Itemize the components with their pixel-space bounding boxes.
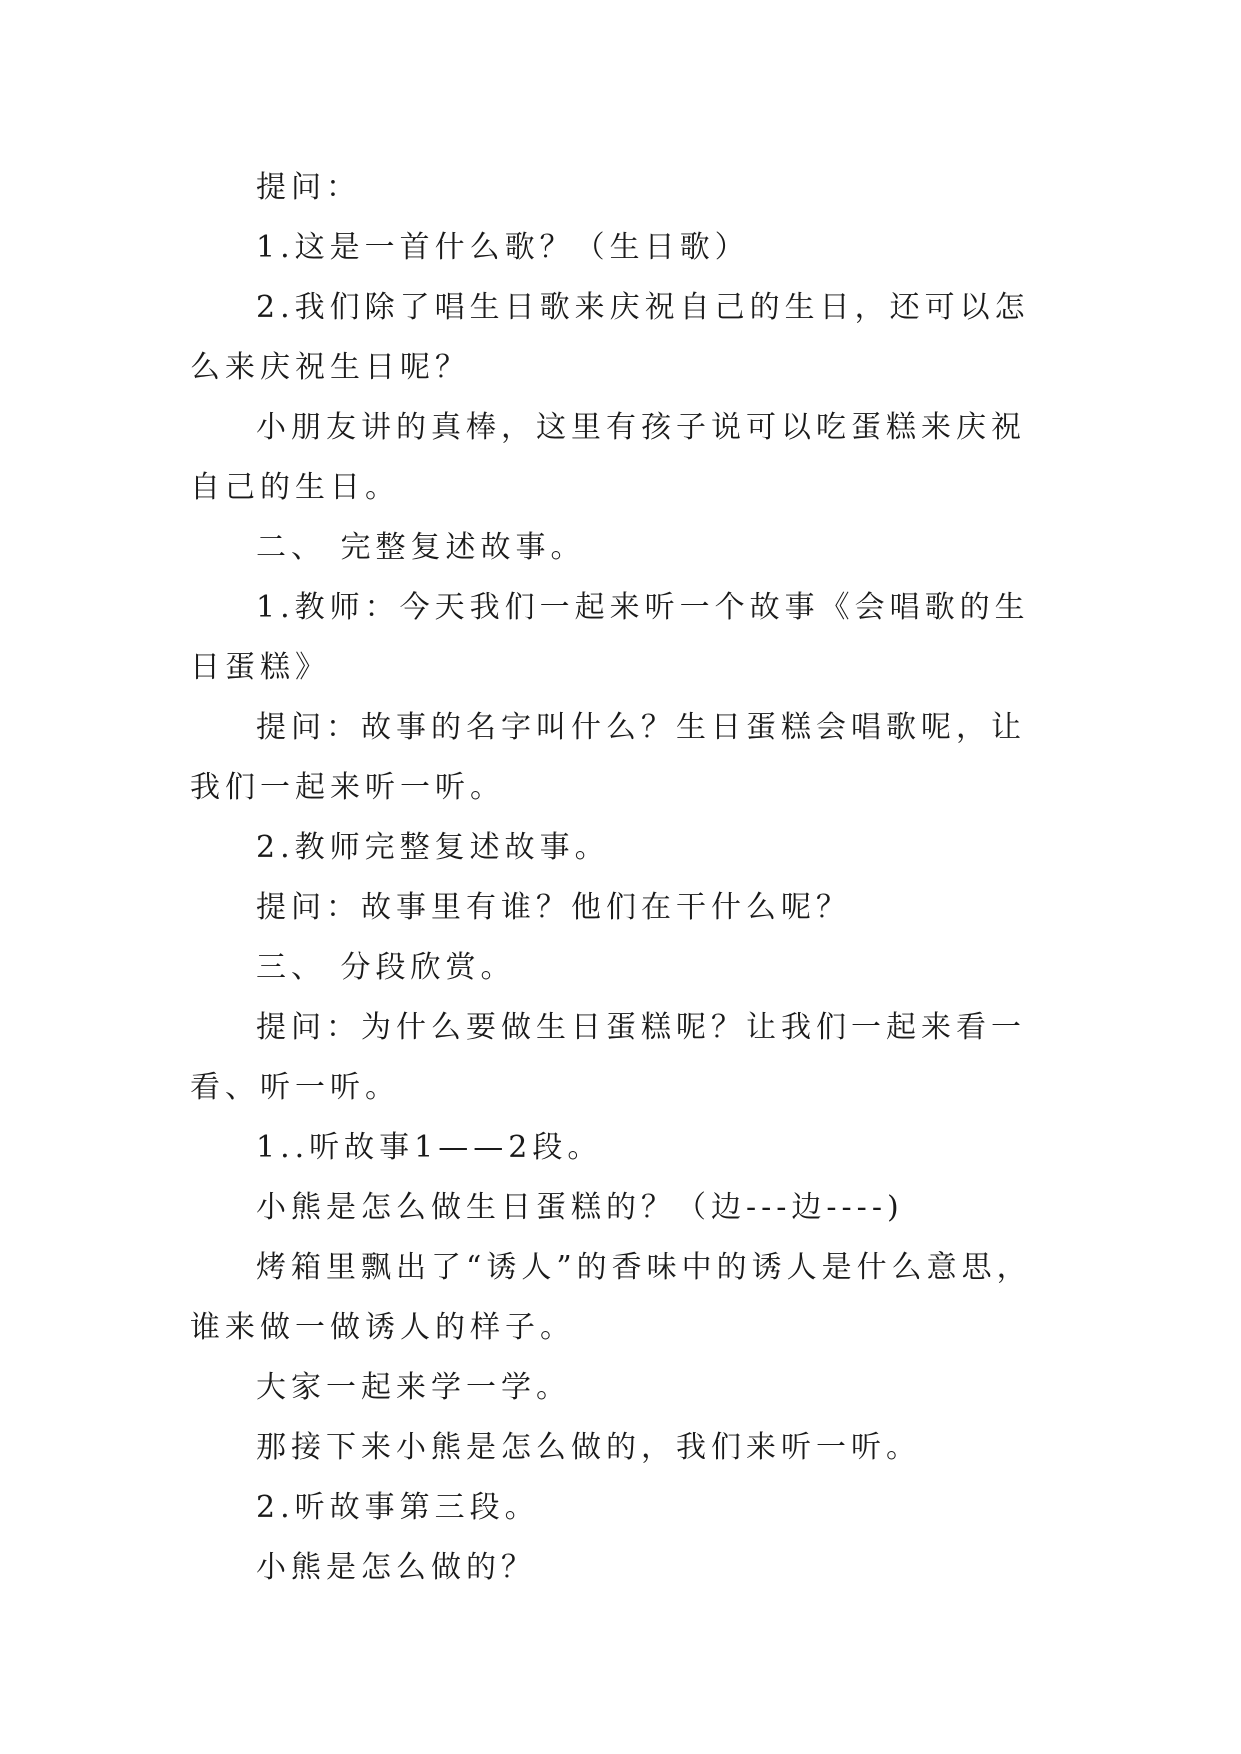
- paragraph: 那接下来小熊是怎么做的，我们来听一听。: [256, 1430, 921, 1465]
- paragraph: 1..听故事1——2段。: [256, 1130, 603, 1165]
- paragraph: 2.我们除了唱生日歌来庆祝自己的生日，还可以怎么来庆祝生日呢？: [190, 290, 1030, 385]
- paragraph: 1.教师：今天我们一起来听一个故事《会唱歌的生日蛋糕》: [190, 590, 1030, 685]
- body-text: [190, 158, 1050, 1598]
- section-heading: 三、 分段欣赏。: [256, 950, 516, 985]
- paragraph: 1.这是一首什么歌？（生日歌）: [256, 230, 750, 265]
- paragraph: 提问：: [256, 170, 361, 205]
- paragraph: 2.教师完整复述故事。: [256, 830, 610, 865]
- paragraph: 小熊是怎么做生日蛋糕的？（边---边----): [256, 1190, 904, 1225]
- paragraph: 2.听故事第三段。: [256, 1490, 540, 1525]
- paragraph: 烤箱里飘出了“诱人”的香味中的诱人是什么意思，谁来做一做诱人的样子。: [190, 1250, 1032, 1345]
- paragraph: 提问：故事的名字叫什么？生日蛋糕会唱歌呢，让我们一起来听一听。: [190, 710, 1026, 805]
- paragraph: 大家一起来学一学。: [256, 1370, 571, 1405]
- paragraph: 小朋友讲的真棒，这里有孩子说可以吃蛋糕来庆祝自己的生日。: [190, 410, 1026, 505]
- paragraph: 提问：为什么要做生日蛋糕呢？让我们一起来看一看、听一听。: [190, 1010, 1026, 1105]
- section-heading: 二、 完整复述故事。: [256, 530, 586, 565]
- paragraph: 提问：故事里有谁？他们在干什么呢？: [256, 890, 851, 925]
- paragraph: 小熊是怎么做的？: [256, 1550, 536, 1585]
